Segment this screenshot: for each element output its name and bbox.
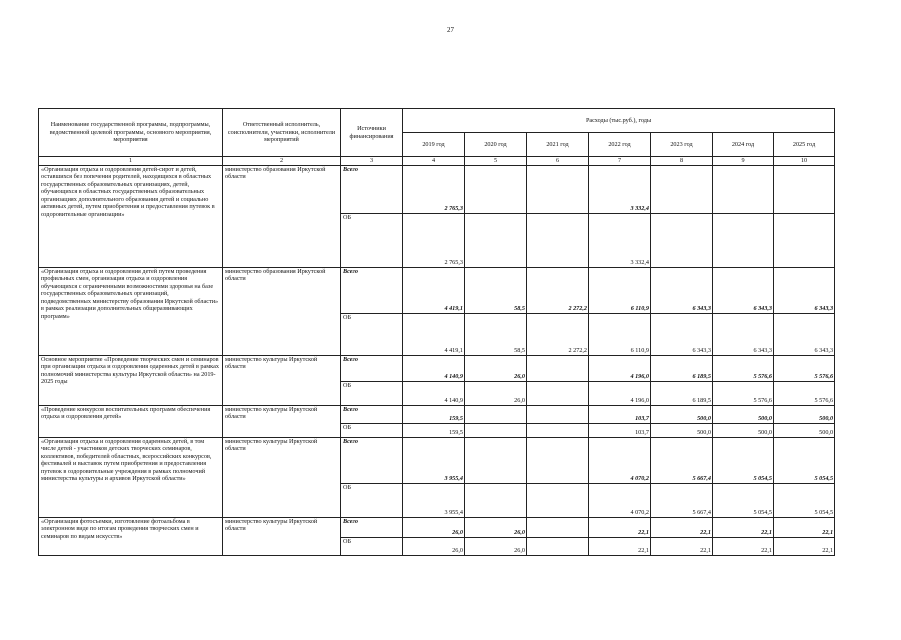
executor: министерство культуры Иркутской области: [223, 517, 341, 555]
ob-value: [527, 537, 589, 555]
header-year-6: 2025 год: [774, 133, 835, 157]
ob-value: 6 110,9: [589, 313, 651, 355]
header-expenses: Расходы (тыс.руб.), годы: [403, 109, 835, 133]
source-ob-label: ОБ: [341, 313, 403, 355]
total-value: 103,7: [589, 405, 651, 423]
activity-name: «Организация отдыха и оздоровления детей-сирот и детей, оставшихся без попечения родителей, находящихся в областных государственных образовательных организациях, детей, обучающихся в областных государственных образовательных организациях дополнительного образования детей и социально активных детей, путем приобретения и предоставления путевок в оздоровительные организации»: [39, 165, 223, 267]
source-total-label: Всего: [341, 517, 403, 537]
total-value: [774, 165, 835, 213]
total-value: 3 955,4: [403, 437, 465, 483]
total-value: 6 110,9: [589, 267, 651, 313]
activity-name: «Организация отдыха и оздоровления одаренных детей, в том числе детей - участников детских творческих семинаров, коллективов, победителей областных, всероссийских конкурсов, фестивалей и выставок путем приобретения и предоставления путевок в оздоровительные учреждения в рамках полномочий министерства культуры и архивов Иркутской области»: [39, 437, 223, 517]
ob-value: 5 054,5: [774, 483, 835, 517]
total-value: [527, 437, 589, 483]
ob-value: [774, 213, 835, 267]
total-value: 500,0: [651, 405, 713, 423]
ob-value: 3 955,4: [403, 483, 465, 517]
total-value: 5 054,5: [774, 437, 835, 483]
total-value: 26,0: [465, 517, 527, 537]
ob-value: 5 054,5: [713, 483, 774, 517]
source-ob-label: ОБ: [341, 423, 403, 437]
executor: министерство культуры Иркутской области: [223, 355, 341, 405]
executor: министерство культуры Иркутской области: [223, 405, 341, 437]
ob-value: [465, 213, 527, 267]
total-value: 22,1: [589, 517, 651, 537]
ob-value: 22,1: [589, 537, 651, 555]
total-value: [527, 355, 589, 381]
total-value: 4 140,9: [403, 355, 465, 381]
total-value: 2 272,2: [527, 267, 589, 313]
ob-value: 26,0: [465, 381, 527, 405]
table-row: [39, 405, 835, 423]
source-total-label: Всего: [341, 165, 403, 213]
table-row: [39, 437, 835, 483]
executor: министерство образования Иркутской области: [223, 165, 341, 267]
ob-value: 26,0: [465, 537, 527, 555]
header-year-3: 2022 год: [589, 133, 651, 157]
ob-value: 5 576,6: [713, 381, 774, 405]
header-source: Источники финансирования: [341, 109, 403, 157]
total-value: 159,5: [403, 405, 465, 423]
header-executor: Ответственный исполнитель, соисполнители, участники, исполнители мероприятий: [223, 109, 341, 157]
page-number: 27: [447, 26, 454, 34]
total-value: [465, 165, 527, 213]
total-value: [713, 165, 774, 213]
header-year-2: 2021 год: [527, 133, 589, 157]
activity-name: «Организация отдыха и оздоровления детей путем проведения профильных смен, организация отдыха и оздоровления обучающихся с ограниченными возможностями здоровья на базе государственных образовательных организаций, подведомственных министерству образования Иркутской области» в рамках реализации дополнительных общеразвивающих программ»: [39, 267, 223, 355]
total-value: 3 332,4: [589, 165, 651, 213]
total-value: [651, 165, 713, 213]
ob-value: 2 765,3: [403, 213, 465, 267]
total-value: 4 196,0: [589, 355, 651, 381]
total-value: 26,0: [403, 517, 465, 537]
activity-name: Основное мероприятие «Проведение творческих смен и семинаров при организации отдыха и оздоровления одаренных детей в рамках полномочий министерства культуры Иркутской области» на 2019-2025 годы: [39, 355, 223, 405]
ob-value: 6 189,5: [651, 381, 713, 405]
header-name: Наименование государственной программы, подпрограммы, ведомственной целевой программы, основного мероприятия, мероприятия: [39, 109, 223, 157]
ob-value: [527, 483, 589, 517]
total-value: [527, 517, 589, 537]
ob-value: 4 070,2: [589, 483, 651, 517]
ob-value: [465, 483, 527, 517]
total-value: 6 343,3: [713, 267, 774, 313]
total-value: 6 189,5: [651, 355, 713, 381]
header-year-0: 2019 год: [403, 133, 465, 157]
executor: министерство культуры Иркутской области: [223, 437, 341, 517]
total-value: 26,0: [465, 355, 527, 381]
activity-name: «Организация фотосъемки, изготовление фотоальбома в электронном виде по итогам проведения творческих смен и семинаров по видам искусств»: [39, 517, 223, 555]
source-total-label: Всего: [341, 267, 403, 313]
column-number: 3: [341, 157, 403, 166]
source-ob-label: ОБ: [341, 483, 403, 517]
ob-value: 159,5: [403, 423, 465, 437]
total-value: 4 070,2: [589, 437, 651, 483]
column-number: 4: [403, 157, 465, 166]
column-number: 6: [527, 157, 589, 166]
ob-value: 6 343,3: [713, 313, 774, 355]
ob-value: 3 332,4: [589, 213, 651, 267]
table-row: [39, 517, 835, 537]
total-value: 5 576,6: [774, 355, 835, 381]
total-value: [527, 165, 589, 213]
header-year-4: 2023 год: [651, 133, 713, 157]
source-total-label: Всего: [341, 355, 403, 381]
ob-value: 22,1: [651, 537, 713, 555]
ob-value: 2 272,2: [527, 313, 589, 355]
source-ob-label: ОБ: [341, 537, 403, 555]
column-number: 9: [713, 157, 774, 166]
ob-value: [527, 213, 589, 267]
column-number: 5: [465, 157, 527, 166]
ob-value: 22,1: [774, 537, 835, 555]
activity-name: «Проведение конкурсов воспитательных программ обеспечения отдыха и оздоровления детей»: [39, 405, 223, 437]
ob-value: 4 196,0: [589, 381, 651, 405]
ob-value: 500,0: [774, 423, 835, 437]
table-row: [39, 267, 835, 313]
total-value: 6 343,3: [774, 267, 835, 313]
ob-value: [713, 213, 774, 267]
column-number: 8: [651, 157, 713, 166]
total-value: 22,1: [713, 517, 774, 537]
ob-value: 5 576,6: [774, 381, 835, 405]
ob-value: 4 419,1: [403, 313, 465, 355]
ob-value: [527, 423, 589, 437]
column-number: 7: [589, 157, 651, 166]
column-number: 1: [39, 157, 223, 166]
source-ob-label: ОБ: [341, 213, 403, 267]
ob-value: 6 343,3: [774, 313, 835, 355]
ob-value: 500,0: [651, 423, 713, 437]
ob-value: 6 343,3: [651, 313, 713, 355]
table-row: [39, 165, 835, 213]
ob-value: [527, 381, 589, 405]
total-value: 22,1: [651, 517, 713, 537]
source-ob-label: ОБ: [341, 381, 403, 405]
budget-table: [38, 108, 835, 556]
executor: министерство образования Иркутской области: [223, 267, 341, 355]
ob-value: 26,0: [403, 537, 465, 555]
total-value: 58,5: [465, 267, 527, 313]
total-value: 5 054,5: [713, 437, 774, 483]
total-value: [527, 405, 589, 423]
total-value: [465, 437, 527, 483]
total-value: 5 667,4: [651, 437, 713, 483]
ob-value: 4 140,9: [403, 381, 465, 405]
source-total-label: Всего: [341, 437, 403, 483]
total-value: 500,0: [774, 405, 835, 423]
ob-value: [465, 423, 527, 437]
table-row: [39, 355, 835, 381]
total-value: 5 576,6: [713, 355, 774, 381]
column-number: 2: [223, 157, 341, 166]
ob-value: 58,5: [465, 313, 527, 355]
ob-value: [651, 213, 713, 267]
ob-value: 500,0: [713, 423, 774, 437]
total-value: 22,1: [774, 517, 835, 537]
column-number: 10: [774, 157, 835, 166]
ob-value: 103,7: [589, 423, 651, 437]
total-value: 500,0: [713, 405, 774, 423]
header-year-5: 2024 год: [713, 133, 774, 157]
total-value: 4 419,1: [403, 267, 465, 313]
ob-value: 22,1: [713, 537, 774, 555]
source-total-label: Всего: [341, 405, 403, 423]
ob-value: 5 667,4: [651, 483, 713, 517]
total-value: 2 765,3: [403, 165, 465, 213]
total-value: 6 343,3: [651, 267, 713, 313]
header-year-1: 2020 год: [465, 133, 527, 157]
total-value: [465, 405, 527, 423]
